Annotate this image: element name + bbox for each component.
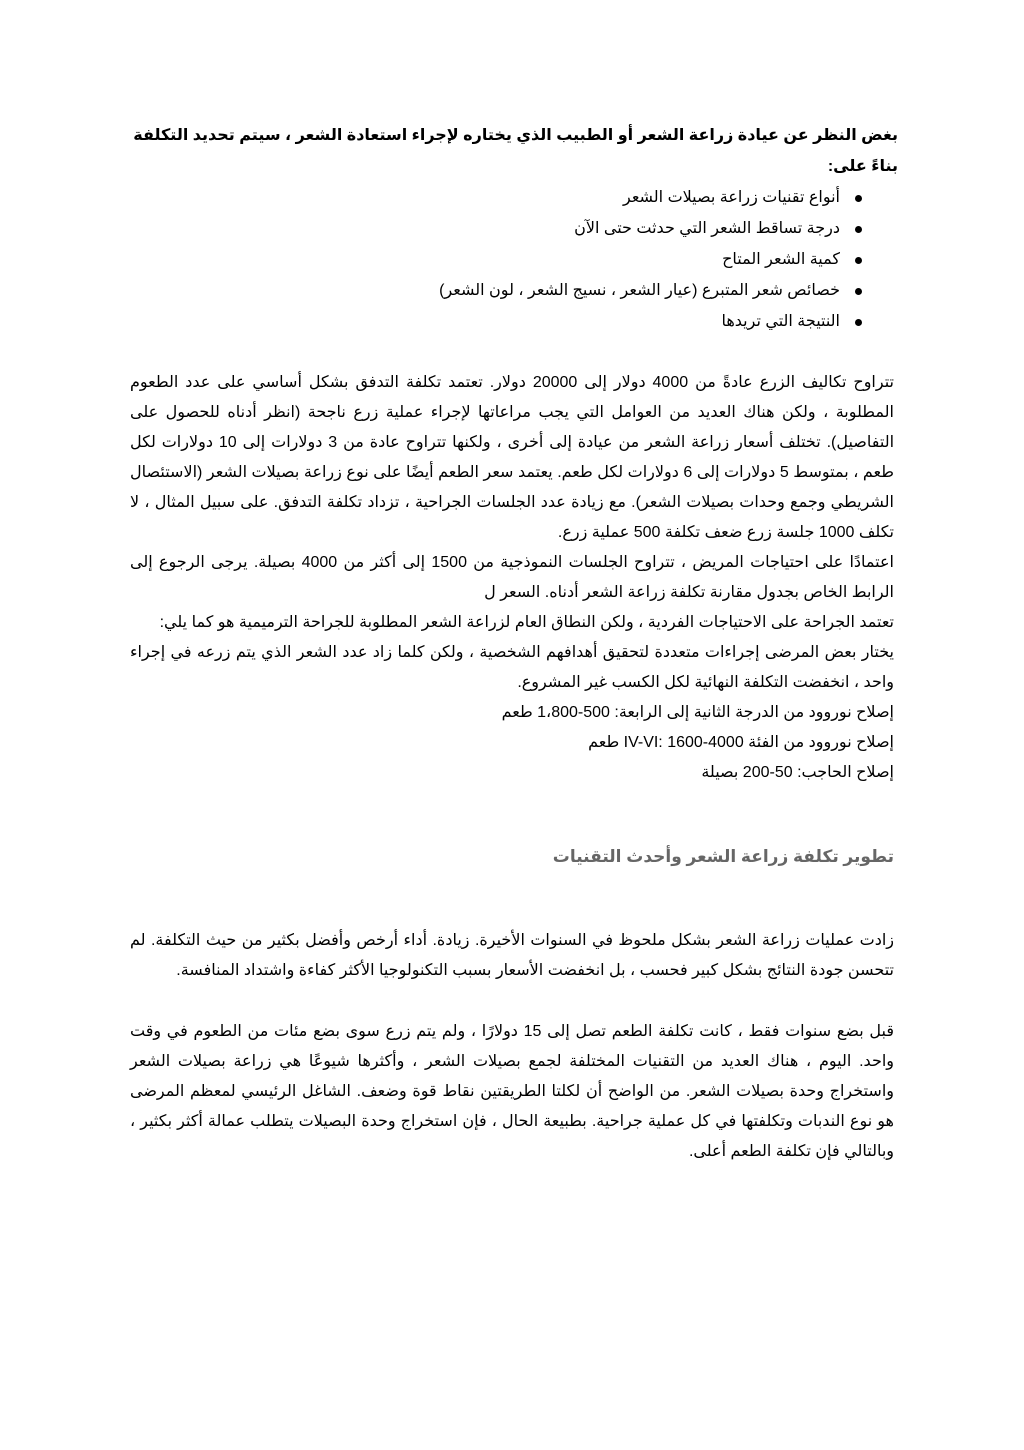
spacer [130,337,900,368]
spacer [130,872,900,926]
cost-paragraph: تتراوح تكاليف الزرع عادةً من 4000 دولار إلى 20000 دولار. تعتمد تكلفة التدفق بشكل أساسي على عدد الطعوم المطلوبة ، ولكن هناك العديد من العوامل التي يجب مراعاتها لإجراء عملية زرع ناجحة (انظر أدناه للحصول على التفاصيل). تختلف أسعار زراعة الشعر من عيادة إلى أخرى ، ولكنها تتراوح عادة من 3 دولارات إلى 10 دولارات لكل طعم ، بمتوسط 5 دولارات إلى 6 دولارات لكل طعم. يعتمد سعر الطعم أيضًا على نوع زراعة بصيلات الشعر (الاستئصال الشريطي وجمع وحدات بصيلات الشعر). مع زيادة عدد الجلسات الجراحية ، تزداد تكلفة التدفق. على سبيل المثال ، لا تكلف 1000 جلسة زرع ضعف تكلفة 500 عملية زرع. [130,374,895,541]
list-item-text: كمية الشعر المتاح [722,251,840,268]
document-content [130,120,900,1167]
list-item-text: خصائص شعر المتبرع (عيار الشعر ، نسيج الشعر ، لون الشعر) [439,282,840,299]
repair-line: إصلاح نوروود من الفئة IV-VI: 1600-4000 طعم [588,734,894,751]
bullet-icon [855,288,862,295]
list-item [130,213,862,244]
bullet-icon [855,319,862,326]
list-item [130,244,862,275]
bullet-icon [855,195,862,202]
history-paragraph: قبل بضع سنوات فقط ، كانت تكلفة الطعم تصل إلى 15 دولارًا ، ولم يتم زرع سوى بضع مئات من الطعوم في وقت واحد. اليوم ، هناك العديد من التقنيات المختلفة لجمع بصيلات الشعر ، وأكثرها شيوعًا هي زراعة بصيلات الشعر واستخراج وحدة بصيلات الشعر. من الواضح أن لكلتا الطريقتين نقاط قوة وضعف. الشاغل الرئيسي لمعظم المرضى هو نوع الندبات وتكلفتها في كل عملية جراحية. بطبيعة الحال ، فإن استخراج وحدة البصيلات يتطلب عمالة أكثر بكثير ، وبالتالي فإن تكلفة الطعم أعلى. [130,1023,895,1160]
intro-paragraph: بغض النظر عن عيادة زراعة الشعر أو الطبيب الذي يختاره لإجراء استعادة الشعر ، سيتم تحديد التكلفة بناءً على: [133,127,898,175]
repair-line: إصلاح نوروود من الدرجة الثانية إلى الرابعة: 500-1،800 طعم [501,704,894,721]
spacer [130,986,900,1017]
evolution-paragraph: زادت عمليات زراعة الشعر بشكل ملحوظ في السنوات الأخيرة. زيادة. أداء أرخص وأفضل بكثير من حيث التكلفة. لم تتحسن جودة النتائج بشكل كبير فحسب ، بل انخفضت الأسعار بسبب التكنولوجيا الأكثر كفاءة واشتداد المنافسة. [130,932,894,979]
list-item-text: درجة تساقط الشعر التي حدثت حتى الآن [574,220,840,237]
list-item-text: النتيجة التي تريدها [721,313,840,330]
section-heading: تطوير تكلفة زراعة الشعر وأحدث التقنيات [552,847,894,866]
list-item [130,182,862,213]
surgery-paragraph: تعتمد الجراحة على الاحتياجات الفردية ، ولكن النطاق العام لزراعة الشعر المطلوبة للجراحة الترميمية هو كما يلي: [159,614,894,631]
spacer [130,788,900,842]
cost-factors-list [130,182,900,337]
list-item [130,275,862,306]
patients-paragraph: يختار بعض المرضى إجراءات متعددة لتحقيق أهدافهم الشخصية ، ولكن كلما زاد عدد الشعر الذي يتم زرعه في إجراء واحد ، انخفضت التكلفة النهائية لكل الكسب غير المشروع. [130,644,894,691]
bullet-icon [855,257,862,264]
repair-line: إصلاح الحاجب: 50-200 بصيلة [701,764,894,781]
list-item-text: أنواع تقنيات زراعة بصيلات الشعر [622,189,840,206]
list-item [130,306,862,337]
bullet-icon [855,226,862,233]
sessions-paragraph: اعتمادًا على احتياجات المريض ، تتراوح الجلسات النموذجية من 1500 إلى أكثر من 4000 بصيلة. يرجى الرجوع إلى الرابط الخاص بجدول مقارنة تكلفة زراعة الشعر أدناه. السعر ل [130,554,894,601]
